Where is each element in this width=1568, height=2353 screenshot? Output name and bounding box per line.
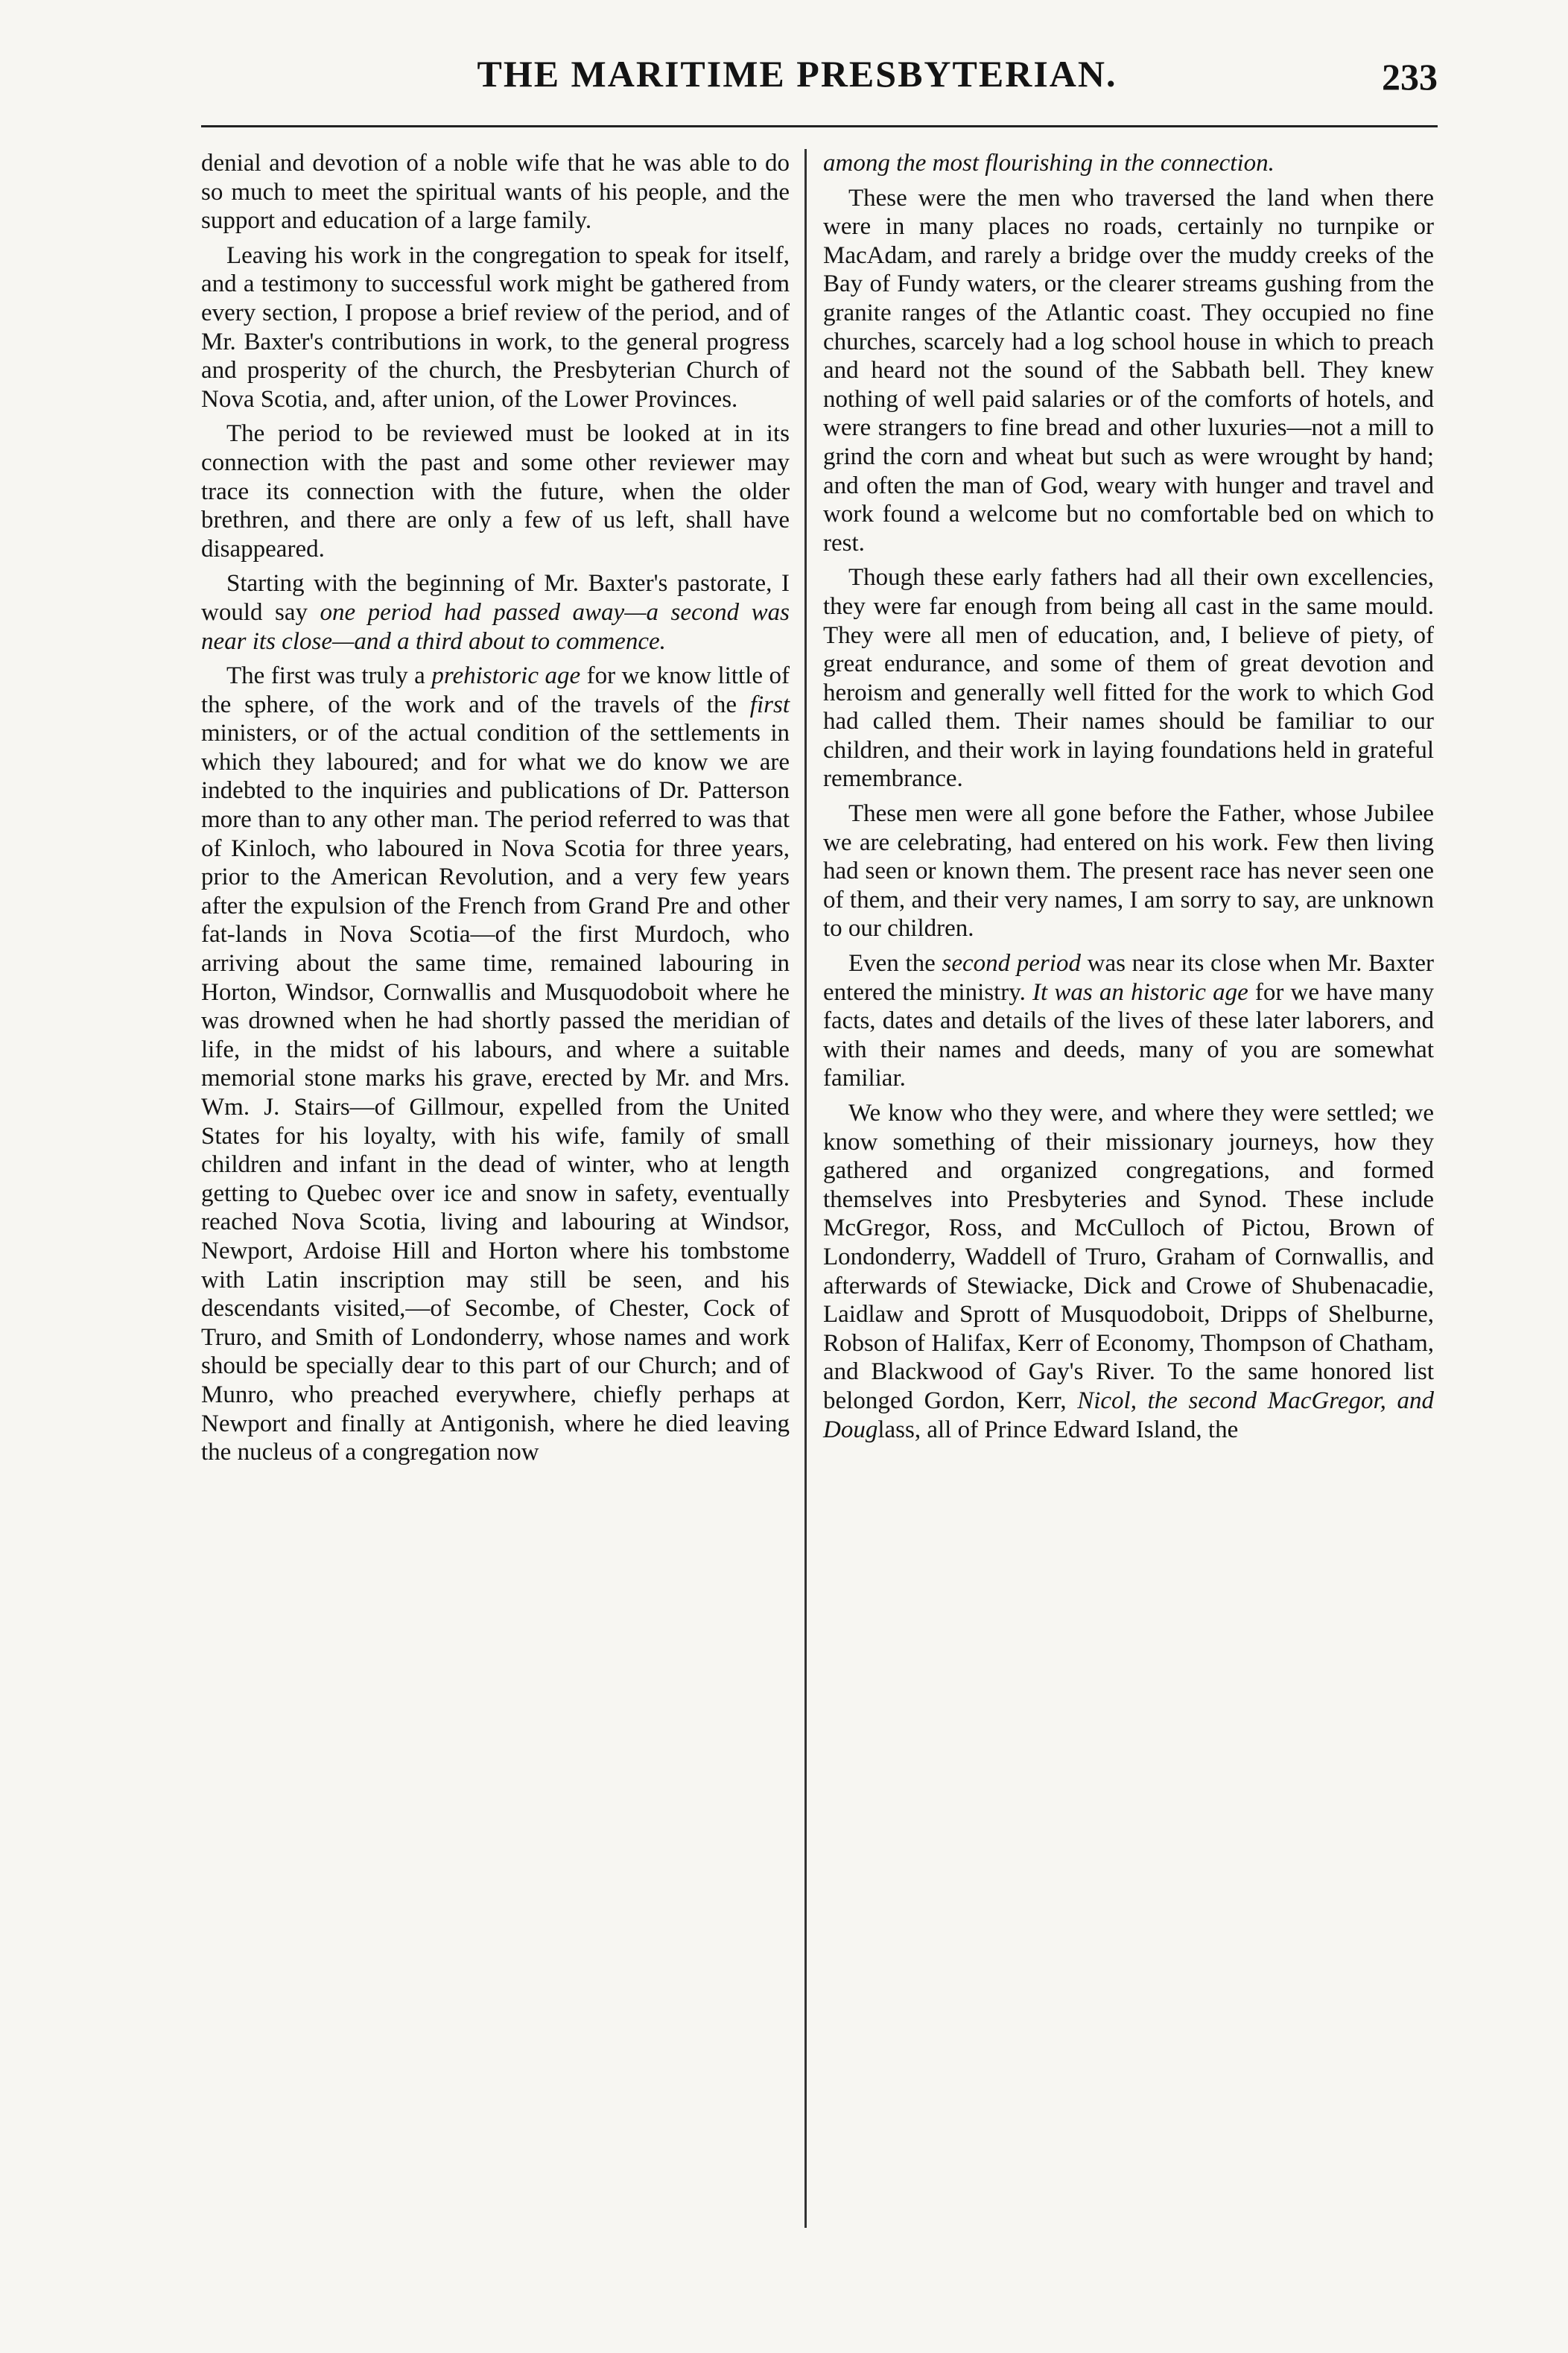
- paragraph: Though these early fathers had all their own excellencies, they were far enough from being all cast in the same mould. They were all men of education, and, I believe of piety, of great endurance, and some of them of great devotion and heroism and generally well fitted for the work to which God had called them. Their names should be familiar to our children, and their work in laying foundations held in grateful remembrance.: [823, 564, 1434, 793]
- paragraph: These were the men who traversed the land when there were in many places no roads, certainly no turnpike or MacAdam, and rarely a bridge over the muddy creeks of the Bay of Fundy waters, or the clearer streams gushing from the granite ranges of the Atlantic coast. They occupied no fine churches, scarcely had a log school house in which to preach and heard not the sound of the Sabbath bell. They knew nothing of well paid salaries or of the comforts of hotels, and were strangers to fine bread and other luxuries—not a mill to grind the corn and wheat but such as were wrought by hand; and often the man of God, weary with hunger and travel and work found a welcome but no comfortable bed on which to rest.: [823, 184, 1434, 557]
- paragraph: [823, 1099, 1434, 1444]
- paragraph: Leaving his work in the congregation to speak for itself, and a testimony to successful work might be gathered from every section, I propose a brief review of the period, and of Mr. Baxter's contributions in work, to the general progress and prosperity of the church, the Presbyterian Church of Nova Scotia, and, after union, of the Lower Provinces.: [201, 241, 790, 413]
- paragraph: These men were all gone before the Father, whose Jubilee we are celebrating, had entered on his work. Few then living had seen or known them. The present race has never seen one of them, and their very names, I am sorry to say, are unknown to our children.: [823, 800, 1434, 943]
- journal-title: THE MARITIME PRESBYTERIAN.: [477, 53, 1117, 95]
- header-rule: [201, 125, 1438, 127]
- paragraph: The period to be reviewed must be looked at in its connection with the past and some other reviewer may trace its connection with the future, when the older brethren, and there are only a few of us left, shall have disappeared.: [201, 420, 790, 563]
- text-run: was near its close when Mr. Baxter entered the ministry.: [823, 950, 1435, 1006]
- paragraph: denial and devotion of a noble wife that he was able to do so much to meet the spiritual wants of his people, and the support and education of a large family.: [201, 150, 790, 235]
- italic-text: first: [749, 691, 790, 718]
- italic-text: prehistoric age: [431, 662, 581, 690]
- paragraph: [201, 569, 790, 656]
- text-run: Starting with the beginning of Mr. Baxter's pastorate, I would say: [201, 570, 790, 626]
- text-run: We know who they were, and where they were settled; we know something of their missionary journeys, how they gathered and organized congregations, and formed themselves into Presbyteries and Synod. These include McGregor, Ross, and McCulloch of Pictou, Brown of Londonderry, Waddell of Truro, Graham of Cornwallis, and afterwards of Stewiacke, Dick and Crowe of Shubenacadie, Laidlaw and Sprott of Musquodoboit, Dripps of Shelburne, Robson of Halifax, Kerr of Economy, Thompson of Chatham, and Blackwood of Gay's River. To the same honored list belonged Gordon, Kerr,: [823, 1100, 1434, 1414]
- italic-text: It was an historic age: [1032, 978, 1248, 1006]
- italic-text: second period: [942, 950, 1081, 978]
- text-run: for we have many facts, dates and details of the lives of these later laborers, and with their names and deeds, many of you are somewhat familiar.: [823, 978, 1434, 1092]
- paragraph: [823, 949, 1434, 1093]
- text-run: for we know little of the sphere, of the work and of the travels of the: [201, 662, 790, 718]
- italic-text: among the most flourishing in the connection.: [823, 150, 1275, 177]
- paragraph: [823, 149, 1434, 178]
- text-run: ministers, or of the actual condition of the settlements in which they laboured; and for what we do know we are indebted to the inquiries and publications of Dr. Patterson more than to any other man. The period referred to was that of Kinloch, who laboured in Nova Scotia for three years, prior to the American Revolution, and a very few years after the expulsion of the French from Grand Pre and other fat-lands in Nova Scotia—of the first Murdoch, who arriving about the same time, remained labouring in Horton, Windsor, Cornwallis and Musquodoboit where he was drowned when he had shortly passed the meridian of life, in the midst of his labours, and where a suitable memorial stone marks his grave, erected by Mr. and Mrs. Wm. J. Stairs—of Gillmour, expelled from the United States for his loyalty, with his wife, family of small children and infant in the dead of winter, who at length getting to Quebec over ice and snow in safety, eventually reached Nova Scotia, living and labouring at Windsor, Newport, Ardoise Hill and Horton where his tombstome with Latin inscription may still be seen, and his descendants visited,—of Secombe, of Chester, Cock of Truro, and Smith of Londonderry, whose names and work should be specially dear to this part of our Church; and of Munro, who preached everywhere, chiefly perhaps at Newport and finally at Antigonish, where he died leaving the nucleus of a congregation now: [201, 720, 790, 1466]
- left-column: [201, 149, 790, 1467]
- page-header: [156, 37, 1438, 112]
- italic-text: Nicol, the second MacGregor, and Doug: [823, 1387, 1434, 1443]
- page-number: 233: [1382, 56, 1438, 98]
- paragraph: [201, 662, 790, 1467]
- text-run: Even the: [848, 950, 942, 978]
- italic-text: one period had passed away—a second was near its close—and a third about to commence.: [201, 598, 790, 655]
- column-divider: [804, 149, 807, 2228]
- text-run: lass, all of Prince Edward Island, the: [877, 1416, 1239, 1443]
- right-column: [823, 149, 1434, 1444]
- text-run: The first was truly a: [226, 662, 432, 690]
